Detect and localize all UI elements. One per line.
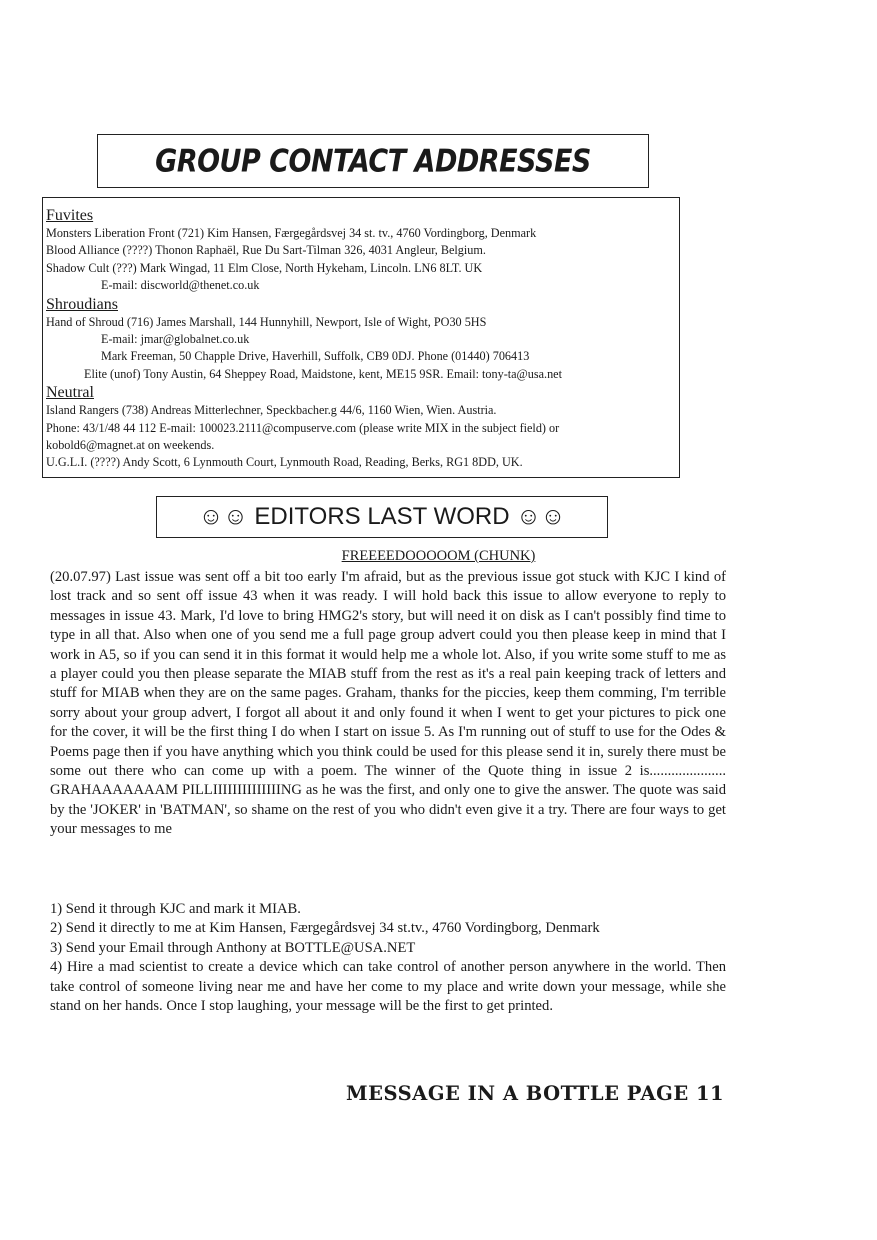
- page-title: GROUP CONTACT ADDRESSES: [155, 143, 591, 179]
- contact-line: Hand of Shroud (716) James Marshall, 144 Hunnyhill, Newport, Isle of Wight, PO30 5HS: [46, 314, 487, 329]
- editors-last-word-box: [156, 496, 608, 538]
- editors-subtitle: FREEEEDOOOOOM (CHUNK): [341, 548, 536, 564]
- contact-line: Island Rangers (738) Andreas Mitterlechner, Speckbacher.g 44/6, 1160 Wien, Wien. Austria.: [46, 403, 497, 418]
- message-methods-list: [50, 900, 726, 1016]
- section-shroudians: [46, 295, 679, 384]
- section-heading: Shroudians: [46, 295, 118, 313]
- section-neutral: [46, 383, 679, 472]
- section-heading: Neutral: [46, 384, 94, 402]
- group-contact-title-box: [97, 134, 649, 188]
- contact-addresses-box: [42, 197, 680, 478]
- contact-line: kobold6@magnet.at on weekends.: [46, 438, 215, 453]
- section-fuvites: [46, 206, 679, 295]
- list-item: 3) Send your Email through Anthony at BOTTLE@USA.NET: [50, 939, 416, 956]
- contact-line: Shadow Cult (???) Mark Wingad, 11 Elm Close, North Hykeham, Lincoln. LN6 8LT. UK: [46, 260, 483, 275]
- editors-body-text: (20.07.97) Last issue was sent off a bit too early I'm afraid, but as the previous issue got stuck with KJC I kind of lost track and so sent off issue 43 when it was ready. I will hold back this issue to allow everyone to reply to messages in issue 43. Mark, I'd love to bring HMG2's story, but will need it on disk as I can't possibly find time to type in all that. Also when one of you send me a full page group advert could you then please keep in mind that I work in A5, so if you can send it in this format it would help me a whole lot. Also, if you write some stuff to me as a player could you then please separate the MIAB stuff from the rest as it's a real pain keeping track of letters and stuff for MIAB when they are on the same pages. Graham, thanks for the piccies, keep them comming, I'm terrible sorry about your group advert, I forgot all about it and only found it when I went to get your pictures to pick one for the cover, it will be the first thing I do when I start on issue 5. As I'm running out of stuff to use for the Odes & Poems page then if you have anything which you think could be used for this please send it in, surely there must be some out there who can come up with a poem. The winner of the Quote thing in issue 2 is..................... GRAHAAAAAAAM PILLIIIIIIIIIIIIIING as he was the first, and only one to give the answer. The quote was said by the 'JOKER' in 'BATMAN', so shame on the rest of you who didn't even give it a try. There are four ways to get your messages to me: [50, 569, 726, 838]
- list-item: 1) Send it through KJC and mark it MIAB.: [50, 901, 301, 917]
- contact-line: Blood Alliance (????) Thonon Raphaël, Rue Du Sart-Tilman 326, 4031 Angleur, Belgium.: [46, 243, 486, 258]
- contact-line: Mark Freeman, 50 Chapple Drive, Haverhill, Suffolk, CB9 0DJ. Phone (01440) 706413: [101, 349, 530, 364]
- contact-line: E-mail: discworld@thenet.co.uk: [101, 278, 260, 293]
- contact-line: Monsters Liberation Front (721) Kim Hansen, Færgegårdsvej 34 st. tv., 4760 Vordingborg, Denmark: [46, 226, 537, 240]
- editors-title: ☺☺ EDITORS LAST WORD ☺☺: [198, 503, 566, 530]
- page-footer: MESSAGE IN A BOTTLE PAGE 11: [346, 1082, 725, 1105]
- contact-line: U.G.L.I. (????) Andy Scott, 6 Lynmouth Court, Lynmouth Road, Reading, Berks, RG1 8DD, UK.: [46, 455, 523, 470]
- list-item: 4) Hire a mad scientist to create a device which can take control of another person anywhere in the world. Then take control of someone living near me and have her come to my place and write down your message, while she stand on her hands. Once I stop laughing, your message will be the first to get printed.: [50, 959, 726, 1015]
- contact-line: Elite (unof) Tony Austin, 64 Sheppey Road, Maidstone, kent, ME15 9SR. Email: tony-ta@usa.net: [84, 366, 562, 381]
- contact-line: Phone: 43/1/48 44 112 E-mail: 100023.2111@compuserve.com (please write MIX in the subject field) or: [46, 420, 560, 435]
- contact-line: E-mail: jmar@globalnet.co.uk: [101, 332, 250, 347]
- section-heading: Fuvites: [46, 207, 94, 224]
- list-item: 2) Send it directly to me at Kim Hansen, Færgegårdsvej 34 st.tv., 4760 Vordingborg, Denmark: [50, 920, 600, 937]
